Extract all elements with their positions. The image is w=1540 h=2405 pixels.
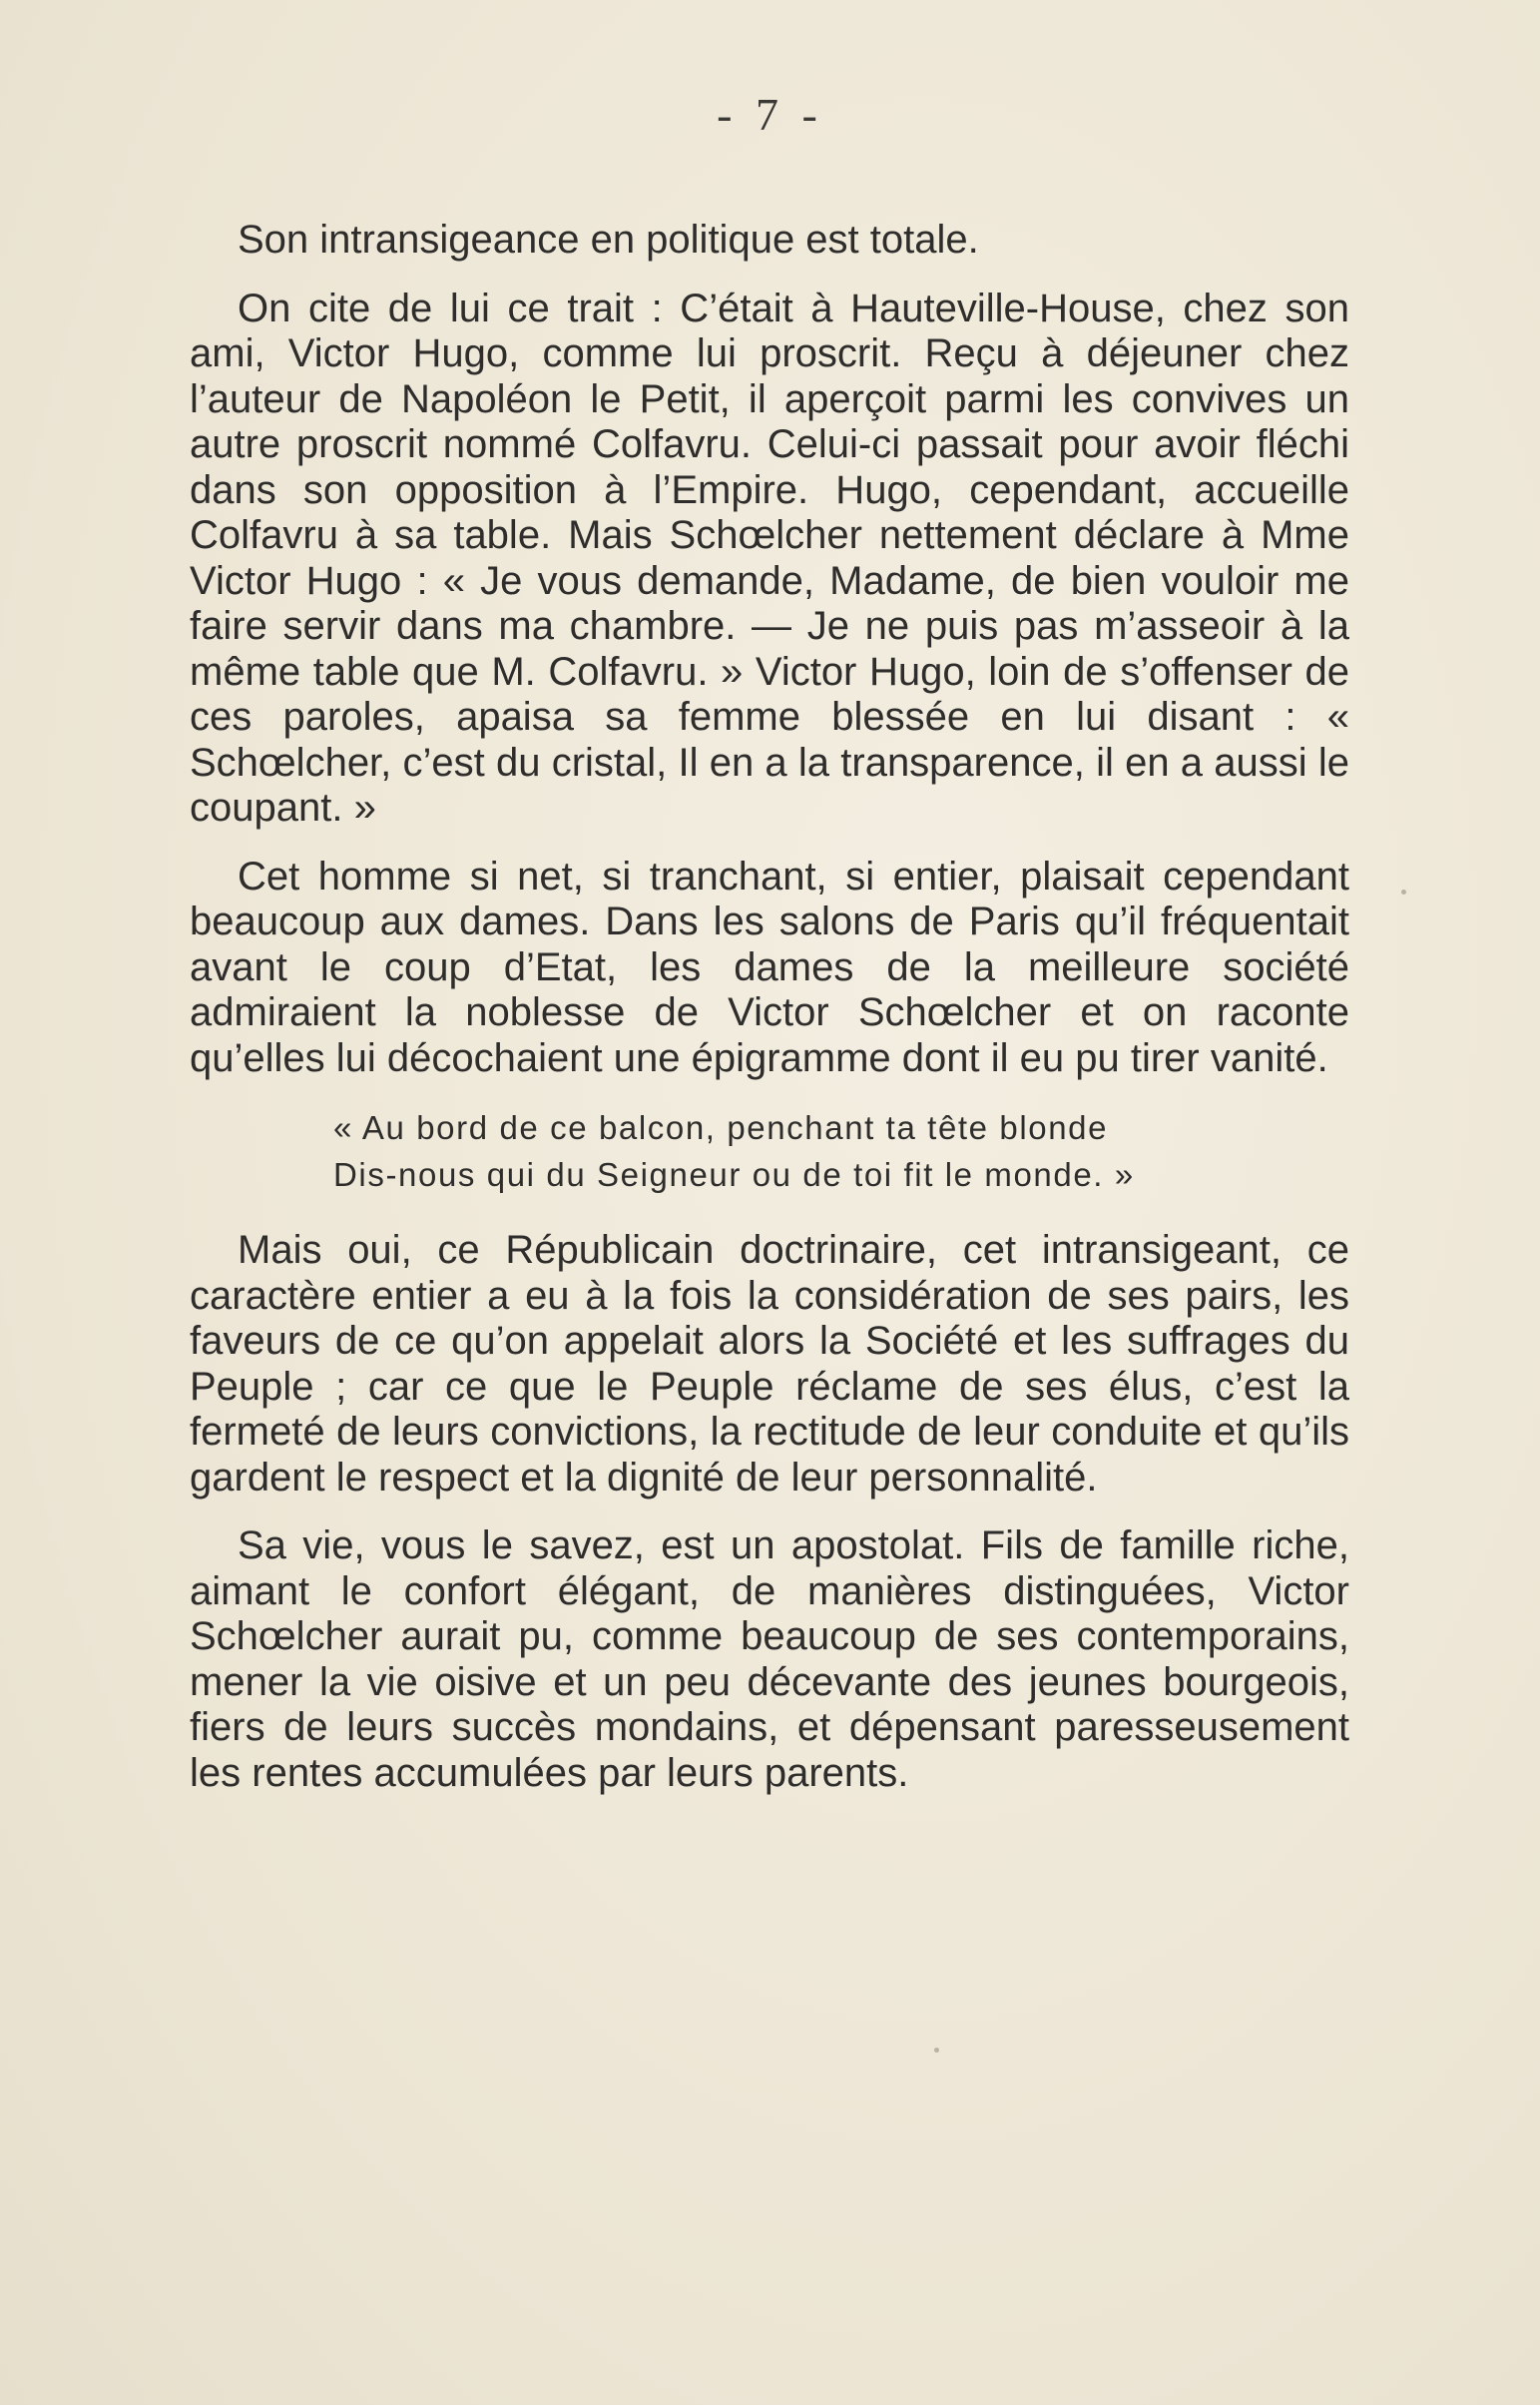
paragraph-intransigeance: Son intransigeance en politique est totale. <box>238 218 979 262</box>
verse-quotation <box>190 1104 1349 1198</box>
paragraph-salons-de-paris: Cet homme si net, si tranchant, si entier, plaisait cependant beaucoup aux dames. Dans les salons de Paris qu’il fréquentait avant le coup d’Etat, les dames de la meilleure société admiraient la noblesse de Victor Schœlcher et on raconte qu’elles lui décochaient une épigramme dont il eu pu tirer vanité. <box>190 854 1349 1080</box>
paragraph-hauteville-house: On cite de lui ce trait : C’était à Hauteville-House, chez son ami, Victor Hugo, comme lui proscrit. Reçu à déjeuner chez l’auteur de Napoléon le Petit, il aperçoit parmi les convives un autre proscrit nommé Colfavru. Celui-ci passait pour avoir fléchi dans son opposition à l’Empire. Hugo, cependant, accueille Colfavru à sa table. Mais Schœlcher nettement déclare à Mme Victor Hugo : « Je vous demande, Madame, de bien vouloir me faire servir dans ma chambre. — Je ne puis pas m’asseoir à la même table que M. Colfavru. » Victor Hugo, loin de s’offenser de ces paroles, apaisa sa femme blessée en lui disant : « Schœlcher, c’est du cristal, Il en a la transparence, il en a aussi le coupant. » <box>190 286 1349 830</box>
paper-speck <box>934 2048 939 2053</box>
body-text <box>190 218 1349 1819</box>
paragraph-republicain: Mais oui, ce Républicain doctrinaire, cet intransigeant, ce caractère entier a eu à la fois la considération de ses pairs, les faveurs de ce qu’on appelait alors la Société et les suffrages du Peuple ; car ce que le Peuple réclame de ses élus, c’est la fermeté de leurs convictions, la rectitude de leur conduite et qu’ils gardent le respect et la dignité de leur personnalité. <box>190 1228 1349 1500</box>
verse-line-2: Dis-nous qui du Seigneur ou de toi fit le monde. » <box>333 1156 1135 1193</box>
paragraph-apostolat: Sa vie, vous le savez, est un apostolat. Fils de famille riche, aimant le confort élégant, de manières distinguées, Victor Schœlcher aurait pu, comme beaucoup de ses contemporains, mener la vie oisive et un peu décevante des jeunes bourgeois, fiers de leurs succès mondains, et dépensant paresseusement les rentes accumulées par leurs parents. <box>190 1523 1349 1795</box>
page-number: - 7 - <box>717 89 823 140</box>
paper-speck <box>1401 890 1406 895</box>
verse-line-1: « Au bord de ce balcon, penchant ta tête blonde <box>333 1109 1109 1146</box>
